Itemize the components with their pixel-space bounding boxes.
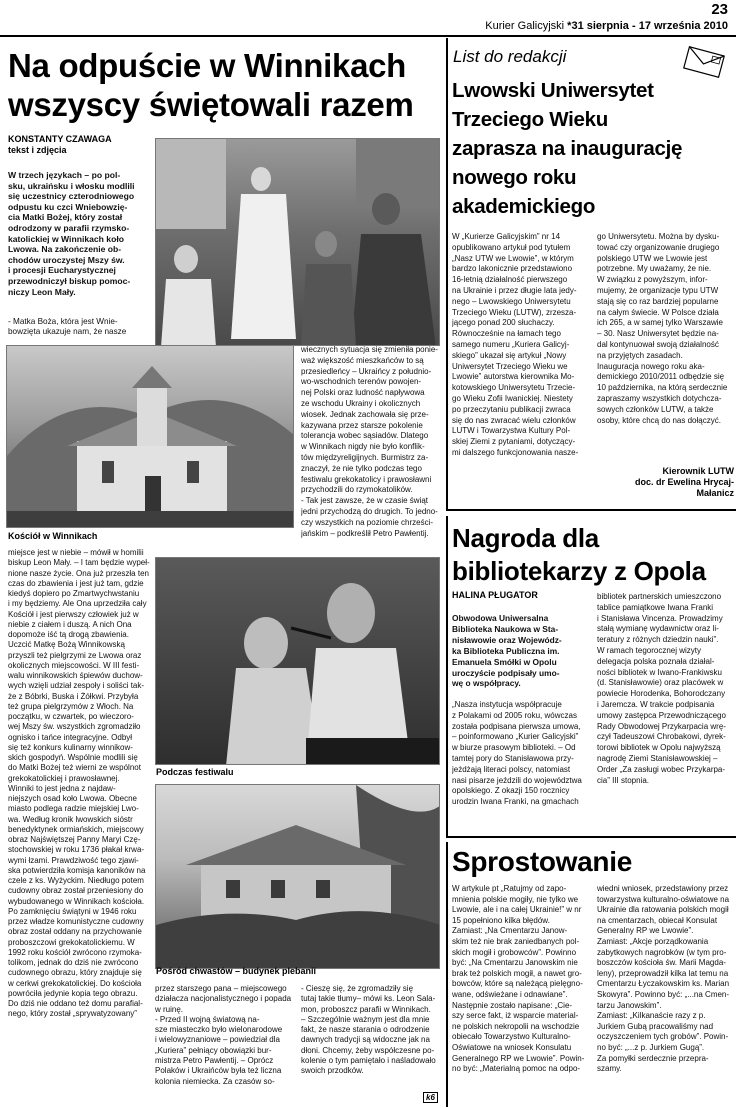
letter-title: Lwowski Uniwersytet Trzeciego Wieku zaprasza na inaugurację nowego roku akademickiego — [452, 79, 683, 218]
caption-photo-2: Kościół w Winnikach — [8, 531, 98, 541]
letter-signature-1: Kierownik LUTW — [662, 466, 734, 476]
letter-signature-2: doc. dr Ewelina Hrycaj- Małanicz — [634, 477, 734, 498]
issue-dates: *31 sierpnia - 17 września 2010 — [567, 20, 728, 32]
article-title-line1: Na odpuście w Winnikach — [8, 47, 407, 84]
caption-photo-3: Podczas festiwalu — [156, 767, 234, 777]
page-number: 23 — [711, 1, 728, 18]
article-title — [8, 46, 414, 124]
nagroda-col-2: bibliotek partnerskich umieszczono tablice pamiątkowe Iwana Franki i Stanisława Vincenza. Prowadzimy stałą wymianę wydawnictw oraz li- teratury z różnych dziedzin nauki”. W ramach tegorocznej wizyty delegacja polska poznała działal- ności bibliotek w Iwano-Frankiwsku (d. Stanisławowie) oraz placówek w powiecie Horodenka, Bohorodczany i Jaremcza. W trakcie podpisania umowy zastępca Przewodniczącego Rady Obwodowej Przykarpacia wrę- czył Tadeuszowi Chrobakowi, dyrek- torowi bibliotek w Opolu najwyższą nagrodę Ziemi Stanisławowskiej – Order „Za zasługi wobec Przykarpa- cia” III stopnia. — [597, 592, 726, 785]
article-text-5: - Cieszę się, że zgromadziły się tutaj takie tłumy– mówi ks. Leon Sala- mon, proboszcz parafii w Winnikach. – Szczególnie ważnym jest dla mnie fakt, że nasze starania o odrodzenie dawnych tradycji są widoczne jak na dłoni. Chcemy, żeby współczesne po- kolenie o tym pamiętało i naśladowało swoich przodków. — [301, 984, 436, 1076]
nagroda-author: HALINA PŁUGATOR — [452, 590, 538, 600]
letter-col-2: go Uniwersytetu. Można by dysku- tować czy organizowanie drugiego polskiego UTW we Lwowie jest potrzebne. My uważamy, że nie. W związku z powyższym, infor- mujemy, że organizacje typu UTW stają się co raz bardziej popularne na całym świecie. W Polsce działa ich 265, a w samej tylko Warszawie – 30. Nasz Uniwersytet będzie na- dal kontynuował swoją działalność na przyjętych zasadach. Inauguracja nowego roku aka- demickiego 2010/2011 odbędzie się 10 października, na którą serdecznie zapraszamy wszystkich dotychcza- sowych członków LUTW, a także osoby, które chcą do nas dołączyć. — [597, 232, 728, 425]
photo-rectory — [155, 784, 440, 969]
author-note: tekst i zdjęcia — [8, 145, 67, 155]
nagroda-lead: Obwodowa Uniwersalna Biblioteka Naukowa w Sta- nisławowie oraz Wojewódz- ka Biblioteka Publiczna im. Emanuela Smółki w Opolu uroczyście podpisały umo- wę o współpracy. — [452, 613, 562, 689]
sprostowanie-col-2: wiedni wniosek, przedstawiony przez towarzystwa kulturalno-oświatowe na Ukrainie dla ratowania polskich mogił na cmentarzach, obiecał Konsulat Generalny RP we Lwowie”. Zamiast: „Akcje porządkowania zabytkowych nagrobków (w tym pro- boszczów kościoła św. Marii Magda- leny), przeprowadził kilka lat temu na Cmentarzu Łyczakowskim ks. Marian Skowyra”. Powinno być: „...na Cmen- tarzu Janowskim”. Zamiast: „Kilkanaście razy z p. Jurkiem Gubą pracowaliśmy nad oczyszczeniem tych grobów”. Powin- no być: „...z p. Jurkiem Gugą”. Za pomyłki serdecznie przepra- szamy. — [597, 884, 730, 1074]
author-sign: k6 — [423, 1092, 438, 1103]
photo-festival — [155, 557, 440, 765]
nagroda-col-1: „Nasza instytucja współpracuje z Polakami od 2005 roku, wówczas została podpisana pierwsza umowa, – poinformowano „Kurier Galicyjski” w biurze prasowym biblioteki. – Od tamtej pory do Stanisławowa przy- jeżdżają literaci polscy, natomiast nasi pisarze jeździli do województwa opolskiego. Z okazji 150 rocznicy urodzin Iwana Franki, na gmachach — [452, 700, 582, 807]
article-text-1: - Matka Boża, która jest Wnie- bowzięta ukazuje nam, że nasze — [8, 317, 127, 337]
header-rule — [0, 35, 736, 37]
article-text-2: wiecznych sytuacja się zmieniła ponie- waż większość mieszkańców to są przesiedleńcy – Ukraińcy z południo- wo-wschodnich terenów powojen- nej Polski oraz ludność napływowa ze wschodu Ukrainy i okolicznych wiosek. Jednak zachowała się prze- kazywana przez starsze pokolenie tolerancja wobec sąsiadów. Dlatego w Winnikach nigdy nie było konflik- tów międzyreligijnych. Burmistrz za- znaczył, że nie tylko podczas tego festiwalu grekokatolicy i prawosławni przychodzili do rzymokatolików. - Tak jest zawsze, że w czasie świąt jedni przychodzą do drugich. To jedno- czy wszystkich na poziomie chrześci- jańskim – podkreślił Petro Pawłentij. — [301, 345, 438, 538]
sprostowanie-title: Sprostowanie — [452, 846, 632, 877]
nagroda-title: Nagroda dla bibliotekarzy z Opola — [452, 523, 706, 586]
running-header — [485, 20, 728, 32]
photo-church — [6, 345, 294, 528]
photo-procession — [155, 138, 440, 346]
author-name: KONSTANTY CZAWAGA — [8, 134, 112, 144]
section-label: List do redakcji — [453, 47, 567, 66]
publication-name: Kurier Galicyjski — [485, 20, 565, 32]
sprostowanie-col-1: W artykule pt „Ratujmy od zapo- mnienia polskie mogiły, nie tylko we Lwowie, ale i na całej Ukrainie!” w nr 15 popełniono kilka błędów. Zamiast: „Na Cmentarzu Janow- skim też nie brak zaniedbanych pol- skich mogił i grobowców”. Powinno być: „Na Cmentarzu Janowskim nie brak też polskich mogił, a nawet gro- bowców, które są należącą pielęgno- wane, odświeżane i odnawiane”. Następnie zostało napisane: „Cie- szy serce fakt, iż wsparcie material- ne polskich nekropolii na wschodzie obiecało Towarzystwo Kulturalno- Oświatowe na wniosek Konsulatu Generalnego RP we Lwowie”. Powin- no być: „Materialną pomoc na odpo- — [452, 884, 585, 1074]
article-title-line2: wszyscy świętowali razem — [8, 86, 414, 123]
article-text-3: miejsce jest w niebie – mówił w homilii biskup Leon Mały. – I tam będzie wypeł- nione nasze życie. Ona już przeszła ten czas do zbawienia i jest już tam, gdzie kiedyś dopiero po Zmartwychwstaniu i my będziemy. Ale Ona uprzedziła cały Kościół i jest pierwszy człowiek już w niebie z ciałem i duszą. A nich Ona dopomoże iść tą drogą zbawienia. Uczcić Matkę Bożą Winnikowską przyszli też pielgrzymi ze Lwowa oraz okolicznych miejscowości. W III festi- walu winnikowskich śpiewów duchow- wych wzięli udział zespoły i soliści tak- że z Bóbrki, Buska i Żółkwi. Przybyła też grupa pielgrzymów z Włoch. Na początku, w czwartek, po wieczoro- wej Mszy św. wszystkich zgromadziło ognisko i tańce integracyjne. Odbył się też konkurs kulinarny winnikow- skich gospodyń. Wspólnie modlili się do Matki Bożej też wierni ze wspólnot grekokatolickiej i prawosławnej. Winniki to jest jedna z najdaw- niejszych osad koło Lwowa. Obecne miasto podlega radzie miejskiej Lwo- wa. Według kronik lwowskich sióstr benedyktynek ormiańskich, miejscowy obraz Najświętszej Panny Maryi Czę- stochowskiej w roku 1736 płakał krwa- wymi łzami. Prawdziwość tego zjawi- ska potwierdziła komisja kanoników na czele z ks. Wyżyckim. Niedługo potem cudowny obraz został przeniesiony do wybudowanego w Winnikach kościoła. Po zamknięciu świątyni w 1946 roku przez władze komunistyczne cudowny obraz został oddany na przychowanie proboszczowi grekokatolickiemu. W 1992 roku kościół zwrócono rzymoka- tolikom, jednak do dziś nie zwrócono cudownego obrazu, który znajduje się w cerkwi grekokatolickiej. Do kościoła powróciła jedynie kopia tego obrazu. Do dziś nie oddano też domu parafial- nego, który został „sprywatyzowany” — [8, 548, 150, 1019]
letter-col-1: W „Kurierze Galicyjskim” nr 14 opublikowano artykuł pod tytułem „Nasz UTW we Lwowie”, w którym bardzo lakonicznie przedstawiono 16-letnią działalność pierwszego na Ukrainie i przez długie lata jedy- nego – Lwowskiego Uniwersytetu Trzeciego Wieku (LUTW), zrzesza- jącego ponad 200 słuchaczy. Równocześnie na łamach tego samego numeru „Kuriera Galicyj- skiego” ukazał się artykuł „Nowy Uniwersytet Trzeciego Wieku we Lwowie” autorstwa kierownika Mo- kotowskiego Uniwersytetu Trzecie- go Wieku Zofii Iwanickiej. Niestety po przeczytaniu publikacji zwraca się do nas zwracać wielu członków LUTW i Towarzystwa Kultury Pol- skiej Ziemi z pytaniami, dotyczący- mi dalszego funkcjonowania nasze- — [452, 232, 579, 457]
caption-photo-4: Pośród chwastów – budynek plebanii — [156, 966, 317, 976]
article-text-4: przez starszego pana – miejscowego działacza nacjonalistycznego i popada w ruinę. - Przed II wojną światową na- sze miasteczko było wielonarodowe i wielowyznaniowe – powiedział dla „Kuriera” pełniący obowiązki bur- mistrza Petro Pawłentij. – Oprócz Polaków i Ukraińców była też liczna kolonia niemiecka. Za czasów so- — [155, 984, 292, 1086]
article-lead: W trzech językach – po pol- sku, ukraińsku i włosku modlili się uczestnicy czterodniowego odpustu ku czci Wniebowzię- cia Matki Bożej, który został odrodzony w parafii rzymsko- katolickiej w Winnikach koło Lwowa. Na zakończenie ob- chodów uroczystej Mszy św. i procesji Eucharystycznej przewodniczył biskup pomoc- niczy Leon Mały. — [8, 170, 135, 297]
